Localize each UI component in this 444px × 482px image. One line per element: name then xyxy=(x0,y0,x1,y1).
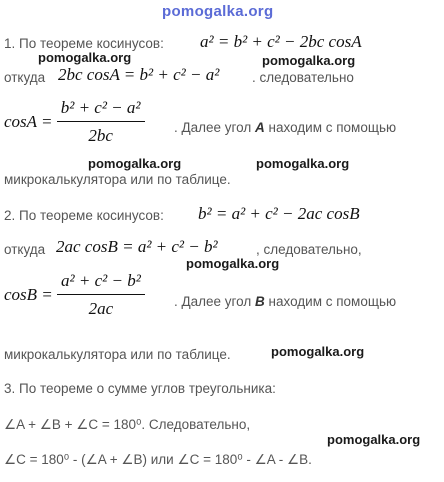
s1-next: . следовательно xyxy=(252,70,354,85)
s2-formula2: 2ac cosB = a² + c² − b² xyxy=(56,237,218,256)
watermark: pomogalka.org xyxy=(88,156,182,171)
s2-numerator: a² + c² − b² xyxy=(57,271,145,295)
s2-cos-label: cosB = xyxy=(4,285,53,304)
s3-eq: ∠A + ∠B + ∠C = 180⁰. Следовательно, xyxy=(4,417,251,432)
s1-lead: 1. По теореме косинусов: xyxy=(4,36,164,51)
s2-formula: b² = a² + c² − 2ac cosB xyxy=(198,204,360,223)
s1-cos-formula xyxy=(4,98,145,146)
watermark: pomogalka.org xyxy=(256,156,350,171)
watermark: pomogalka.org xyxy=(186,256,280,271)
s1-after-a: . Далее угол xyxy=(174,120,256,135)
s1-angle: A xyxy=(255,120,265,135)
s1-formula2: 2bc cosA = b² + c² − a² xyxy=(58,65,220,84)
s1-cos-label: cosA = xyxy=(4,112,53,131)
watermark: pomogalka.org xyxy=(38,50,132,65)
s1-line2: микрокалькулятора или по таблице. xyxy=(4,172,231,187)
s2-after xyxy=(174,294,396,309)
s2-next: , следовательно, xyxy=(256,242,362,257)
s1-formula: a² = b² + c² − 2bc cosA xyxy=(200,32,362,51)
watermark: pomogalka.org xyxy=(262,53,356,68)
s1-from: откуда xyxy=(4,70,46,85)
s1-denominator: 2bc xyxy=(88,126,113,145)
s2-line2: микрокалькулятора или по таблице. xyxy=(4,347,231,362)
s3-final: ∠C = 180⁰ - (∠A + ∠B) или ∠C = 180⁰ - ∠A - ∠B. xyxy=(4,452,312,467)
s2-cos-formula xyxy=(4,271,145,319)
s1-fraction xyxy=(57,98,145,146)
s2-angle: B xyxy=(255,294,265,309)
watermark: pomogalka.org xyxy=(327,432,421,447)
s1-after xyxy=(174,120,396,135)
s2-denominator: 2ac xyxy=(88,299,114,318)
s1-numerator: b² + c² − a² xyxy=(57,98,145,122)
s2-after-a: . Далее угол xyxy=(174,294,256,309)
watermark: pomogalka.org xyxy=(271,344,365,359)
s3-lead: 3. По теореме о сумме углов треугольника: xyxy=(4,381,276,396)
s2-from: откуда xyxy=(4,242,46,257)
s2-lead: 2. По теореме косинусов: xyxy=(4,208,164,223)
s2-after-b: находим с помощью xyxy=(264,294,397,309)
s1-after-b: находим с помощью xyxy=(264,120,397,135)
site-title: pomogalka.org xyxy=(162,3,274,20)
s2-fraction xyxy=(57,271,145,319)
